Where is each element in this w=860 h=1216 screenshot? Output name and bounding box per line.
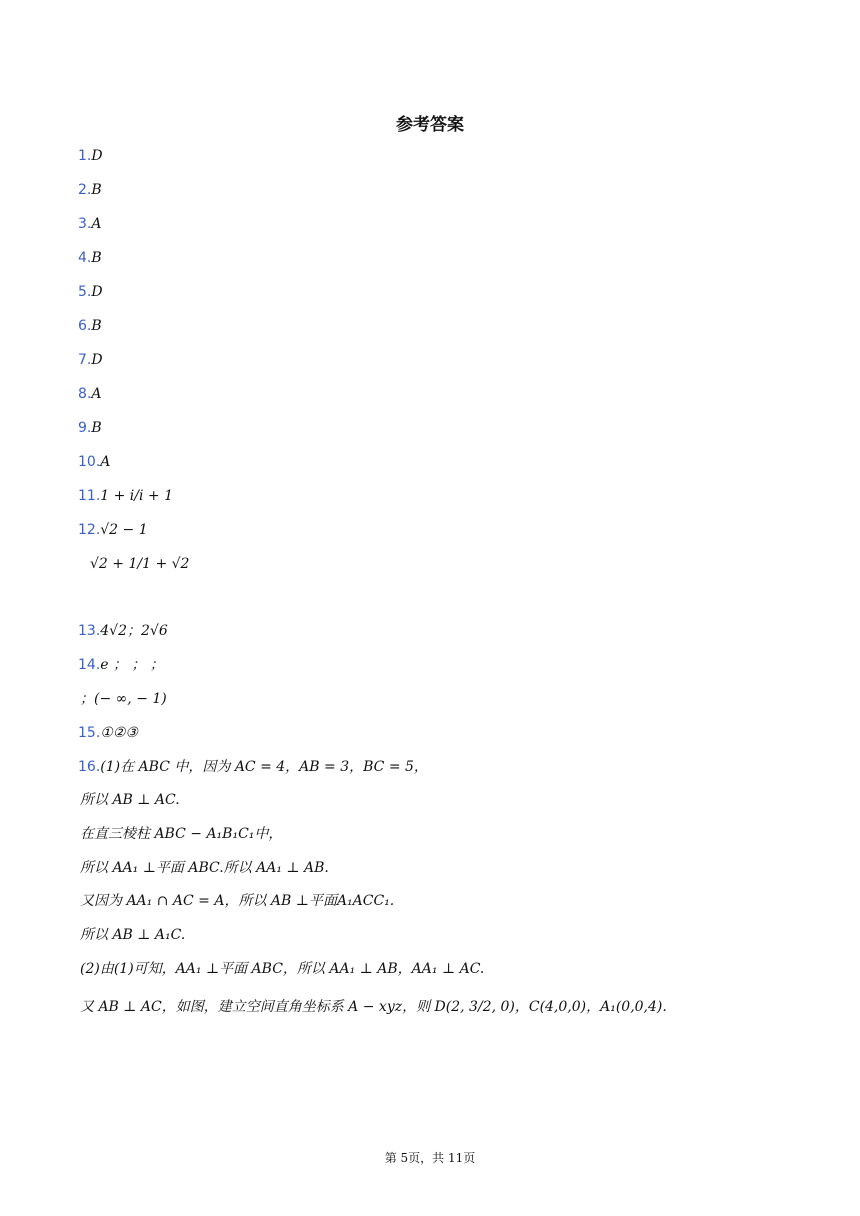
question-number: 7.: [78, 352, 92, 368]
answer-text: 又 AB ⊥ AC，如图，建立空间直角坐标系 A − xyz，则 D(2, 3/2, 0)，C(4,0,0)，A₁(0,0,4).: [80, 999, 667, 1015]
answer-text: D: [91, 284, 103, 300]
answer-line: [78, 248, 102, 268]
answer-text: 4√2；2√6: [100, 623, 168, 639]
answer-line: [78, 316, 102, 336]
question-number: 2.: [78, 182, 92, 198]
answer-line: [78, 146, 103, 166]
answer-text: B: [91, 420, 102, 436]
answer-text: e ； ； ；: [100, 657, 164, 673]
answer-line: [78, 384, 101, 404]
answer-line: [78, 418, 102, 438]
answer-text: ①②③: [100, 725, 138, 741]
answer-line: [80, 858, 329, 878]
question-number: 11.: [78, 488, 101, 504]
answer-line: [78, 655, 164, 675]
question-number: 5.: [78, 284, 92, 300]
question-number: 15.: [78, 725, 101, 741]
answer-line: [80, 997, 667, 1017]
question-number: 16.: [78, 759, 101, 775]
answer-line: [78, 486, 173, 506]
answer-line: [78, 282, 103, 302]
answer-text: 1 + i/i + 1: [100, 488, 174, 504]
answer-text: B: [91, 318, 102, 334]
answer-line: [80, 959, 484, 979]
answer-line: [80, 689, 167, 709]
question-number: 6.: [78, 318, 92, 334]
page-title: 参考答案: [396, 115, 464, 135]
answer-text: B: [91, 250, 102, 266]
question-number: 4.: [78, 250, 92, 266]
answer-line: [78, 520, 148, 540]
answer-text: D: [91, 148, 103, 164]
answer-text: A: [91, 216, 102, 232]
answer-line: [78, 214, 101, 234]
answer-text: √2 + 1/1 + √2: [90, 556, 190, 572]
answer-line: [78, 757, 428, 777]
page-footer: 第 5页，共 11页: [384, 1151, 476, 1165]
answer-line: [78, 452, 110, 472]
answer-line: [78, 621, 168, 641]
answer-text: ；(− ∞, − 1): [80, 691, 167, 707]
answer-text: 又因为 AA₁ ∩ AC = A，所以 AB ⊥平面A₁ACC₁.: [80, 893, 395, 909]
answer-text: B: [91, 182, 102, 198]
answer-text: D: [91, 352, 103, 368]
question-number: 14.: [78, 657, 101, 673]
answer-text: (1)在 ABC 中，因为 AC = 4，AB = 3，BC = 5，: [100, 759, 428, 775]
answer-text: A: [91, 386, 102, 402]
answer-text: 所以 AA₁ ⊥平面 ABC.所以 AA₁ ⊥ AB.: [80, 860, 329, 876]
question-number: 3.: [78, 216, 92, 232]
answer-text: √2 − 1: [100, 522, 148, 538]
answer-text: A: [100, 454, 111, 470]
question-number: 10.: [78, 454, 101, 470]
answer-text: 所以 AB ⊥ AC.: [80, 792, 180, 808]
answer-line: [90, 554, 189, 574]
question-number: 1.: [78, 148, 92, 164]
question-number: 9.: [78, 420, 92, 436]
question-number: 12.: [78, 522, 101, 538]
question-number: 13.: [78, 623, 101, 639]
answer-line: [80, 925, 185, 945]
answer-text: 所以 AB ⊥ A₁C.: [80, 927, 186, 943]
answer-line: [78, 350, 103, 370]
answer-line: [80, 891, 394, 911]
question-number: 8.: [78, 386, 92, 402]
answer-line: [80, 824, 282, 844]
answer-text: (2)由(1)可知，AA₁ ⊥平面 ABC，所以 AA₁ ⊥ AB，AA₁ ⊥ AC.: [80, 961, 485, 977]
answer-text: 在直三棱柱 ABC − A₁B₁C₁中，: [80, 826, 283, 842]
answer-line: [78, 723, 138, 743]
answer-line: [80, 790, 180, 810]
answer-line: [78, 180, 102, 200]
